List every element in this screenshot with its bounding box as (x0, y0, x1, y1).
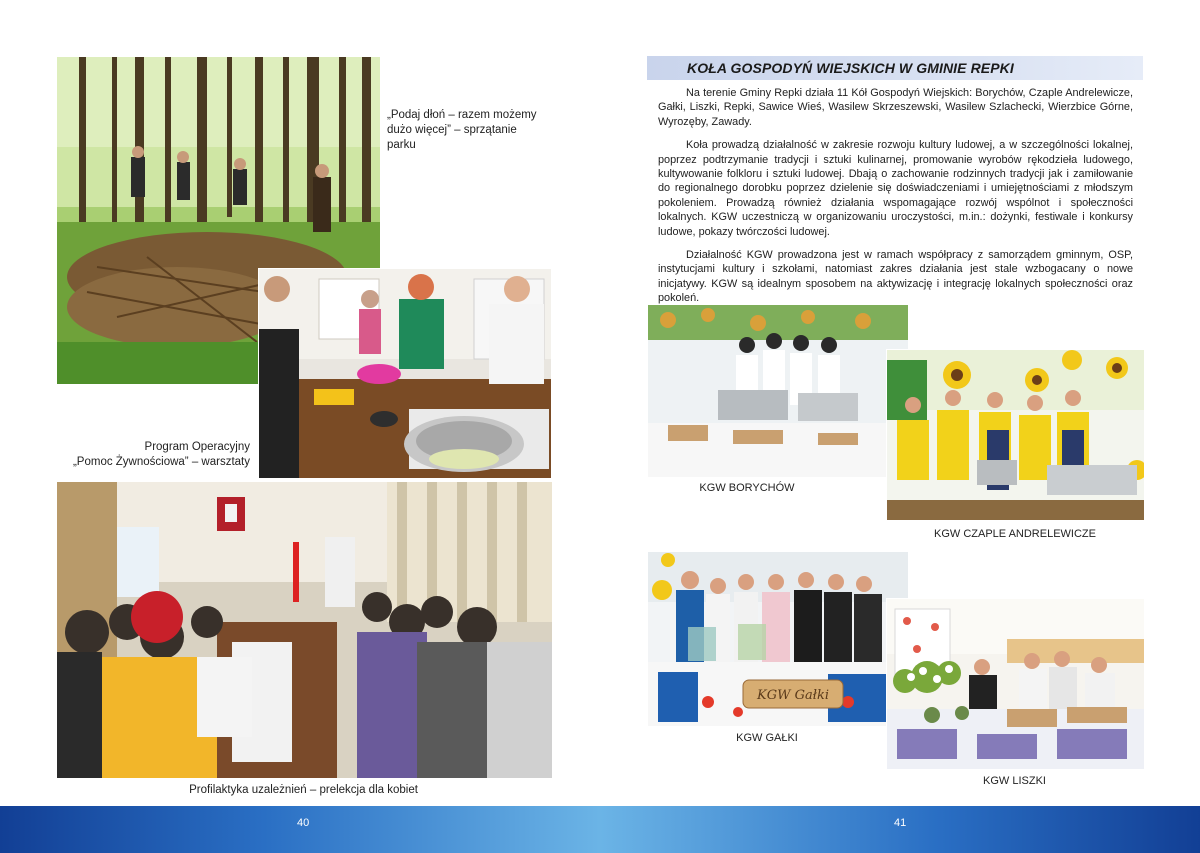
left-page-number: 40 (297, 817, 310, 829)
kgw-czaple-caption: KGW CZAPLE ANDRELEWICZE (934, 528, 1096, 540)
kgw-galki-photo (647, 551, 909, 727)
kgw-czaple-photo (886, 349, 1145, 521)
body-text (658, 86, 1133, 315)
kgw-galki-caption: KGW GAŁKI (736, 732, 798, 744)
program-caption-line2: „Pomoc Żywnościowa” – warsztaty (72, 456, 250, 468)
section-heading-bar (647, 56, 1143, 80)
program-caption (60, 440, 250, 470)
park-cleanup-caption: „Podaj dłoń – razem możemy dużo więcej” – sprzątanie parku (387, 109, 537, 151)
paragraph-3: Działalność KGW prowadzona jest w ramach współpracy z samorządem gminnym, OSP, instytucjami kultury i szkołami, natomiast zakres działania jest stale wzbogacany o nowe inicjatywy. KGW są idealnym sposobem na aktywizację i integrację lokalnych społeczności oraz pokoleń. (658, 249, 1133, 305)
kgw-galki-sign: KGW Gałki (757, 688, 829, 703)
kgw-liszki-caption: KGW LISZKI (983, 775, 1046, 787)
kgw-borychow-photo (647, 304, 909, 478)
lecture-photo (56, 481, 553, 779)
paragraph-1: Na terenie Gminy Repki działa 11 Kół Gospodyń Wiejskich: Borychów, Czaple Andrelewicze, Gałki, Liszki, Repki, Sawice Wieś, Wasilew Skrzeszewski, Wasilew Szlachecki, Wierzbice Górne, Wyrozęby, Zawady. (658, 87, 1133, 128)
kgw-borychow-caption: KGW BORYCHÓW (699, 482, 795, 494)
prevention-caption: Profilaktyka uzależnień – prelekcja dla kobiet (189, 784, 418, 796)
cooking-workshop-photo (258, 268, 552, 479)
section-heading: KOŁA GOSPODYŃ WIEJSKICH W GMINIE REPKI (687, 60, 1014, 76)
left-page (0, 0, 600, 806)
paragraph-2: Koła prowadzą działalność w zakresie rozwoju kultury ludowej, a w szczególności lokalnej, poprzez podtrzymanie tradycji i sztuki kulinarnej, promowanie wyrobów rękodzieła ludowego, kultywowanie folkloru i sztuki ludowej. Dbają o zachowanie rodzinnych tradycji jak i zamiłowanie do regionalnego dorobku poprzez dzielenie się doświadczeniami i umiejętnościami z młodszym pokoleniem. Prowadzą również działania wspomagające rozwój wspólnot i społeczności lokalnych. KGW uczestniczą w organizowaniu uroczystości, m.in.: dożynki, festiwale i konkursy ludowe, pokazy twórczości ludowej. (658, 139, 1133, 238)
kgw-liszki-photo (886, 598, 1145, 770)
right-page-number: 41 (894, 817, 907, 829)
page-footer (0, 806, 1200, 853)
program-caption-line1: Program Operacyjny (144, 441, 250, 453)
